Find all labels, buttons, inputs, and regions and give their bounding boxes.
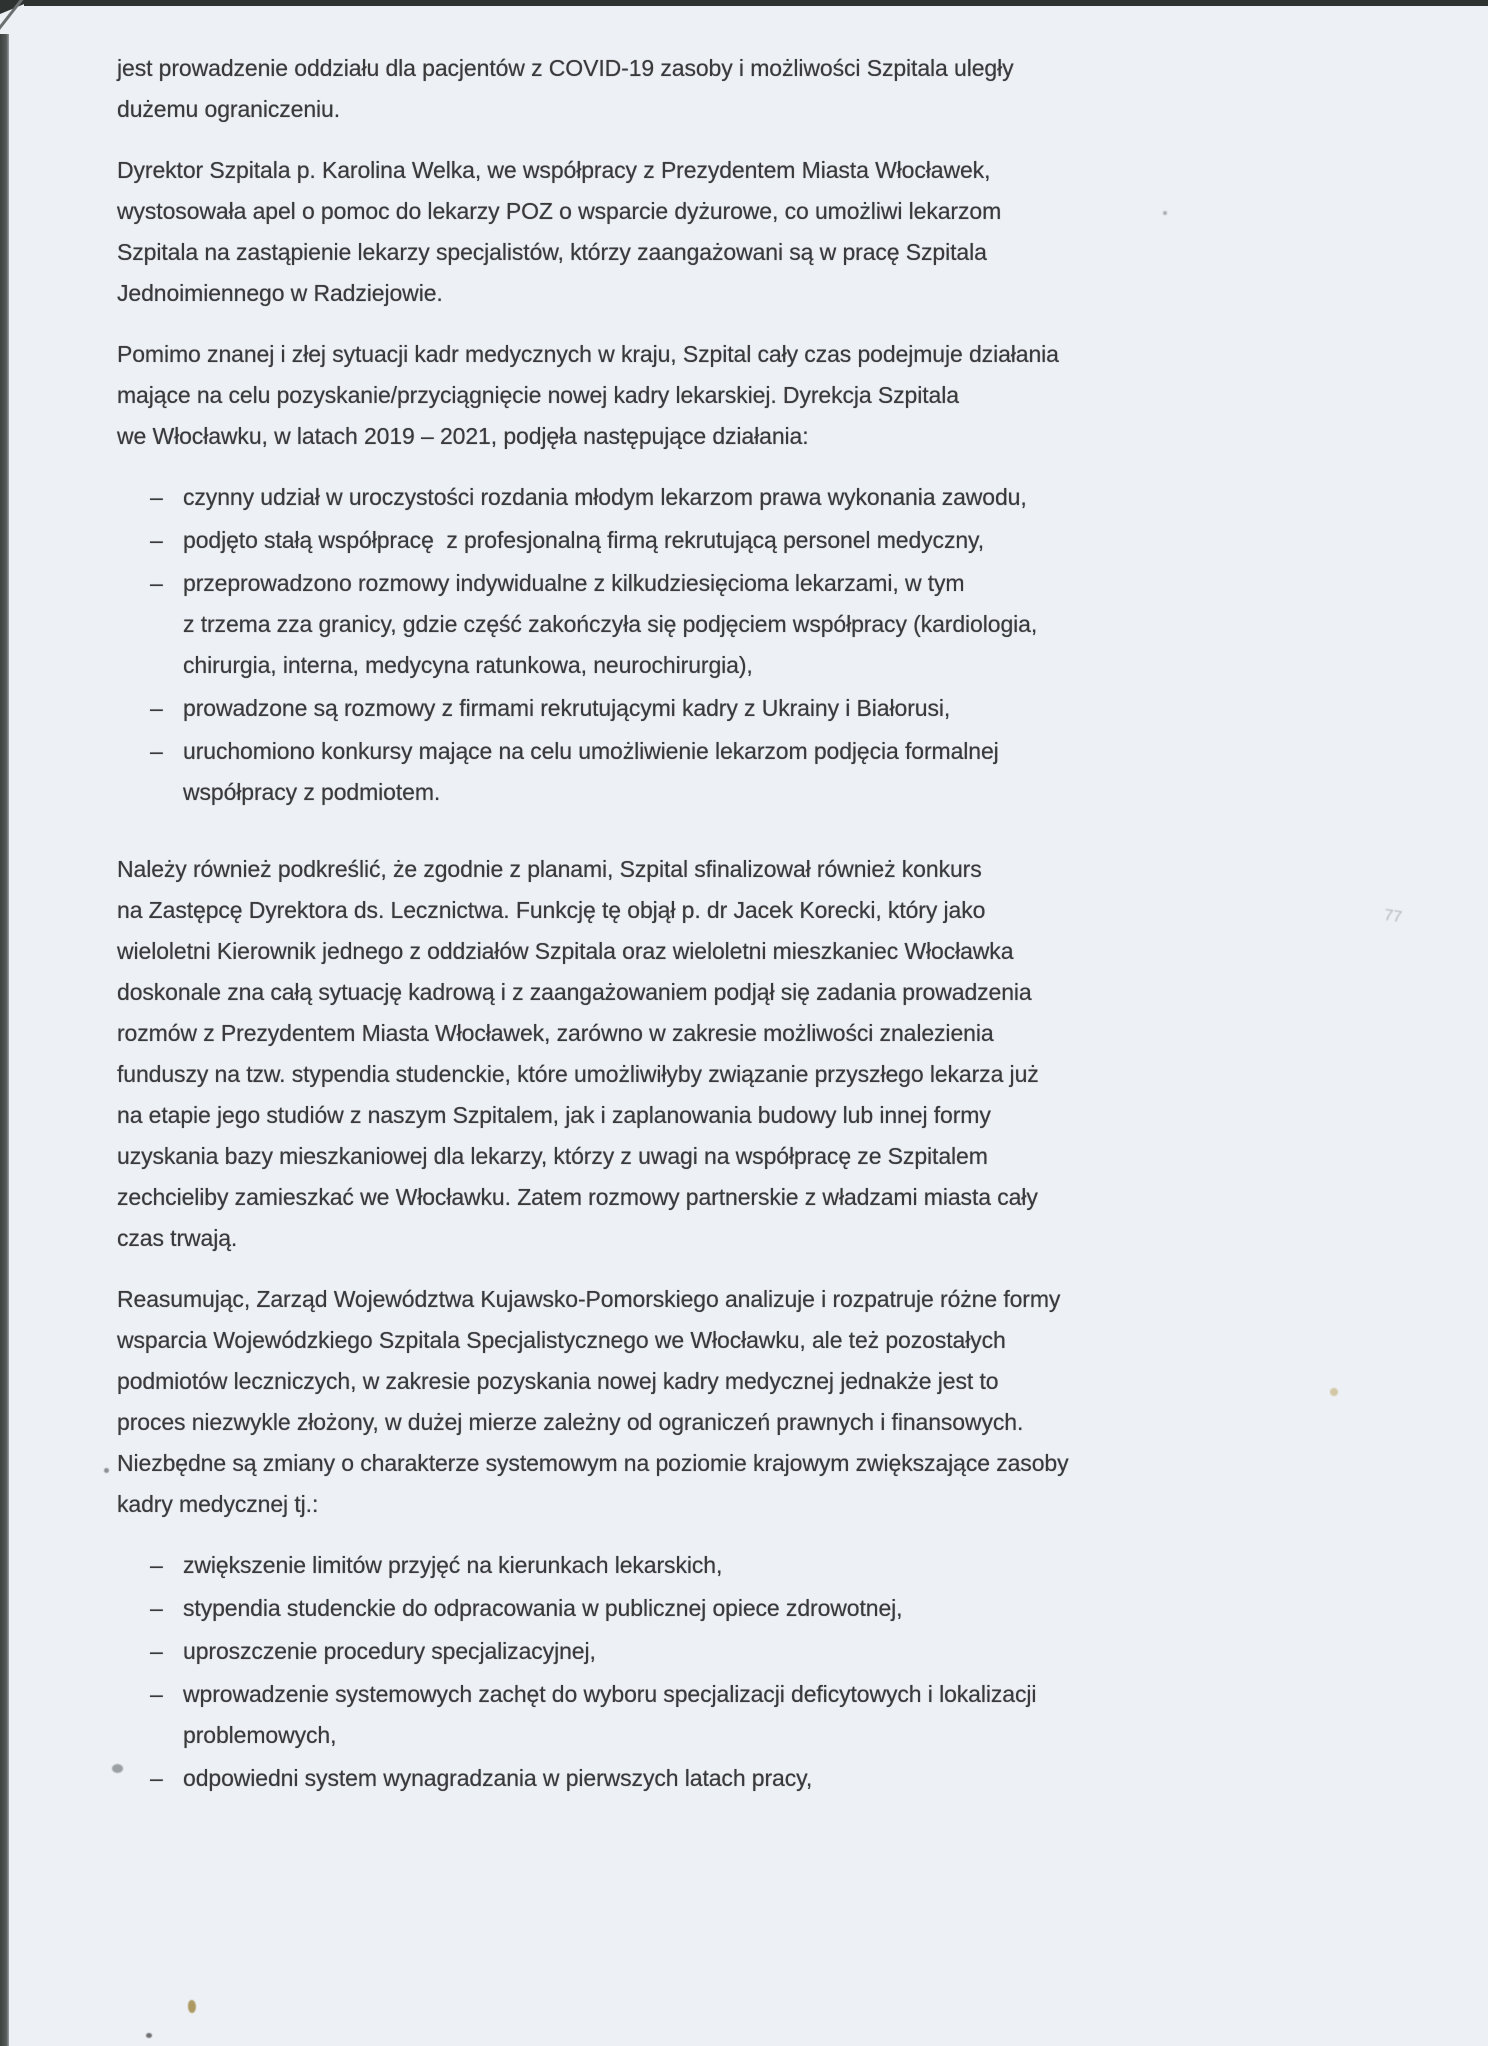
text-line: zwiększenie limitów przyjęć na kierunkach lekarskich, bbox=[183, 1552, 723, 1578]
text-line: prowadzone są rozmowy z firmami rekrutującymi kadry z Ukrainy i Białorusi, bbox=[183, 695, 951, 721]
text-line: podmiotów leczniczych, w zakresie pozyskania nowej kadry medycznej jednakże jest to bbox=[117, 1368, 999, 1394]
text-line: podjęto stałą współpracę z profesjonalną firmą rekrutującą personel medyczny, bbox=[183, 527, 985, 553]
bullet-dash: – bbox=[150, 527, 163, 553]
list-item bbox=[117, 1674, 1297, 1756]
text-line: chirurgia, interna, medycyna ratunkowa, neurochirurgia), bbox=[183, 652, 753, 678]
text-line: wsparcia Wojewódzkiego Szpitala Specjalistycznego we Włocławku, ale też pozostałych bbox=[117, 1327, 1006, 1353]
text-line: uproszczenie procedury specjalizacyjnej, bbox=[183, 1638, 596, 1664]
list-item bbox=[117, 477, 1297, 518]
text-line: problemowych, bbox=[183, 1722, 337, 1748]
bullet-dash: – bbox=[150, 1765, 163, 1791]
list-item-text bbox=[183, 731, 1297, 813]
text-line: wystosowała apel o pomoc do lekarzy POZ o wsparcie dyżurowe, co umożliwi lekarzom bbox=[117, 198, 1002, 224]
list-item-text bbox=[183, 1631, 1297, 1672]
text-line: rozmów z Prezydentem Miasta Włocławek, zarówno w zakresie możliwości znalezienia bbox=[117, 1020, 994, 1046]
bullet-dash: – bbox=[150, 695, 163, 721]
bullet-dash: – bbox=[150, 1552, 163, 1578]
scan-speck bbox=[146, 2033, 152, 2038]
list-item-text bbox=[183, 1545, 1297, 1586]
text-line: czas trwają. bbox=[117, 1225, 238, 1251]
list-item-text bbox=[183, 520, 1297, 561]
list-item-text bbox=[183, 688, 1297, 729]
bullet-dash: – bbox=[150, 484, 163, 510]
text-line: funduszy na tzw. stypendia studenckie, które umożliwiłyby związanie przyszłego lekarza już bbox=[117, 1061, 1039, 1087]
blank-space bbox=[117, 833, 1297, 849]
text-line: Jednoimiennego w Radziejowie. bbox=[117, 280, 443, 306]
list-item bbox=[117, 1758, 1297, 1799]
text-line: Szpitala na zastąpienie lekarzy specjalistów, którzy zaangażowani są w pracę Szpitala bbox=[117, 239, 987, 265]
paragraph bbox=[117, 150, 1297, 314]
text-line: Reasumując, Zarząd Województwa Kujawsko-Pomorskiego analizuje i rozpatruje różne formy bbox=[117, 1286, 1061, 1312]
list-item bbox=[117, 1631, 1297, 1672]
scan-speck bbox=[112, 1764, 123, 1773]
list-item-text bbox=[183, 477, 1297, 518]
scan-speck bbox=[1330, 1388, 1338, 1396]
text-line: odpowiedni system wynagradzania w pierwszych latach pracy, bbox=[183, 1765, 813, 1791]
text-line: współpracy z podmiotem. bbox=[183, 779, 441, 805]
scan-speck bbox=[104, 1468, 109, 1473]
paragraph bbox=[117, 1279, 1297, 1525]
text-line: przeprowadzono rozmowy indywidualne z kilkudziesięcioma lekarzami, w tym bbox=[183, 570, 965, 596]
text-line: Niezbędne są zmiany o charakterze systemowym na poziomie krajowym zwiększające zasoby bbox=[117, 1450, 1069, 1476]
bullet-dash: – bbox=[150, 1595, 163, 1621]
text-line: proces niezwykle złożony, w dużej mierze zależny od ograniczeń prawnych i finansowych. bbox=[117, 1409, 1024, 1435]
text-line: uzyskania bazy mieszkaniowej dla lekarzy, którzy z uwagi na współpracę ze Szpitalem bbox=[117, 1143, 988, 1169]
list-item-text bbox=[183, 1588, 1297, 1629]
list-item-text bbox=[183, 1674, 1297, 1756]
scan-speck bbox=[188, 2000, 196, 2013]
list-item bbox=[117, 731, 1297, 813]
text-line: na etapie jego studiów z naszym Szpitalem, jak i zaplanowania budowy lub innej formy bbox=[117, 1102, 991, 1128]
text-line: uruchomiono konkursy mające na celu umożliwienie lekarzom podjęcia formalnej bbox=[183, 738, 999, 764]
bullet-list bbox=[117, 477, 1297, 813]
list-item bbox=[117, 1588, 1297, 1629]
list-item bbox=[117, 563, 1297, 686]
text-line: we Włocławku, w latach 2019 – 2021, podjęła następujące działania: bbox=[117, 423, 809, 449]
text-line: stypendia studenckie do odpracowania w publicznej opiece zdrowotnej, bbox=[183, 1595, 903, 1621]
scan-border-left bbox=[0, 34, 9, 2046]
text-line: Pomimo znanej i złej sytuacji kadr medycznych w kraju, Szpital cały czas podejmuje działania bbox=[117, 341, 1059, 367]
scan-border-top bbox=[24, 0, 1488, 6]
bullet-dash: – bbox=[150, 738, 163, 764]
bullet-dash: – bbox=[150, 1681, 163, 1707]
text-line: jest prowadzenie oddziału dla pacjentów z COVID-19 zasoby i możliwości Szpitala uległy bbox=[117, 55, 1014, 81]
paragraph bbox=[117, 334, 1297, 457]
text-line: wprowadzenie systemowych zachęt do wyboru specjalizacji deficytowych i lokalizacji bbox=[183, 1681, 1037, 1707]
text-line: na Zastępcę Dyrektora ds. Lecznictwa. Funkcję tę objął p. dr Jacek Korecki, który jako bbox=[117, 897, 986, 923]
text-line: dużemu ograniczeniu. bbox=[117, 96, 341, 122]
text-line: Dyrektor Szpitala p. Karolina Welka, we współpracy z Prezydentem Miasta Włocławek, bbox=[117, 157, 991, 183]
list-item bbox=[117, 688, 1297, 729]
scan-speck bbox=[1163, 211, 1167, 215]
bullet-dash: – bbox=[150, 570, 163, 596]
scan-artifact-mark: 77 bbox=[1382, 906, 1403, 927]
list-item bbox=[117, 1545, 1297, 1586]
text-line: czynny udział w uroczystości rozdania młodym lekarzom prawa wykonania zawodu, bbox=[183, 484, 1027, 510]
bullet-list bbox=[117, 1545, 1297, 1799]
document-content bbox=[117, 48, 1297, 1819]
paragraph bbox=[117, 849, 1297, 1259]
bullet-dash: – bbox=[150, 1638, 163, 1664]
text-line: zechcieliby zamieszkać we Włocławku. Zatem rozmowy partnerskie z władzami miasta cały bbox=[117, 1184, 1038, 1210]
text-line: doskonale zna całą sytuację kadrową i z zaangażowaniem podjął się zadania prowadzenia bbox=[117, 979, 1032, 1005]
text-line: z trzema zza granicy, gdzie część zakończyła się podjęciem współpracy (kardiologia, bbox=[183, 611, 1038, 637]
list-item bbox=[117, 520, 1297, 561]
paragraph bbox=[117, 48, 1297, 130]
text-line: Należy również podkreślić, że zgodnie z planami, Szpital sfinalizował również konkurs bbox=[117, 856, 982, 882]
list-item-text bbox=[183, 563, 1297, 686]
text-line: kadry medycznej tj.: bbox=[117, 1491, 319, 1517]
list-item-text bbox=[183, 1758, 1297, 1799]
text-line: wieloletni Kierownik jednego z oddziałów Szpitala oraz wieloletni mieszkaniec Włocławka bbox=[117, 938, 1014, 964]
text-line: mające na celu pozyskanie/przyciągnięcie nowej kadry lekarskiej. Dyrekcja Szpitala bbox=[117, 382, 959, 408]
